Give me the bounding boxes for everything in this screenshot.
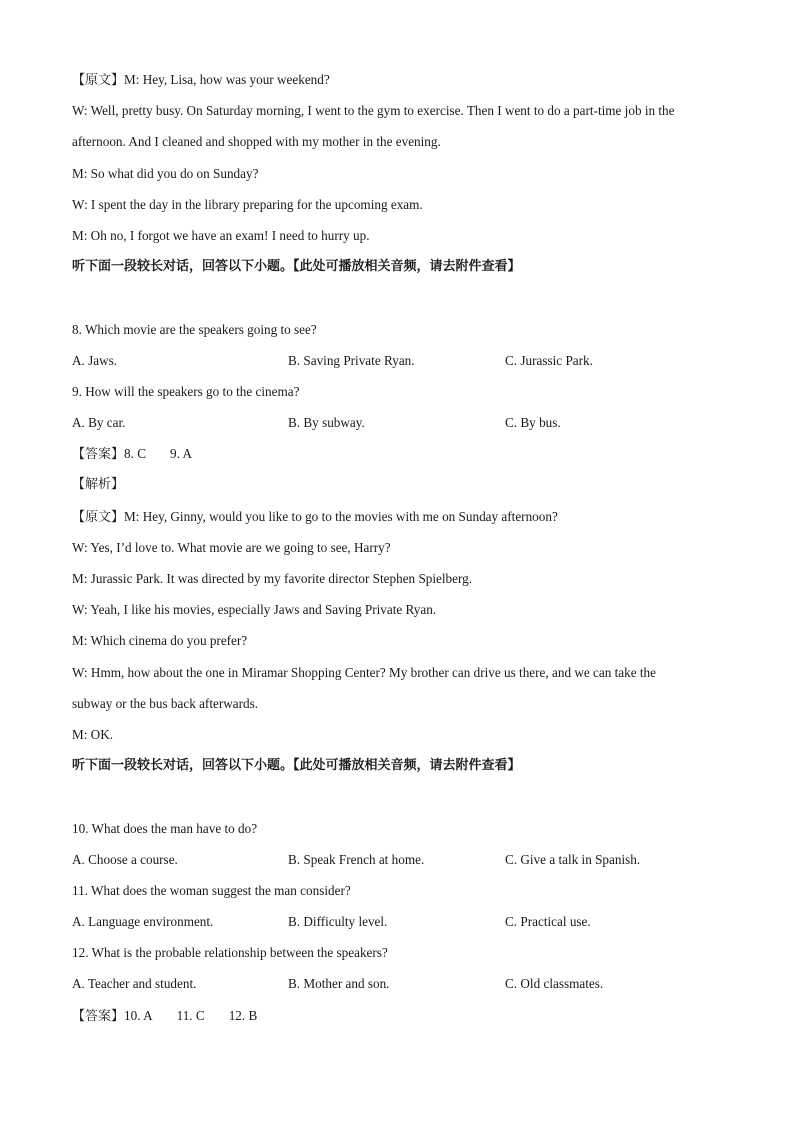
answer-line [72, 1000, 732, 1031]
transcript-line: M: Which cinema do you prefer? [72, 633, 248, 649]
document-page [72, 64, 732, 1031]
listening-instruction: 听下面一段较长对话，回答以下小题。【此处可播放相关音频，请去附件查看】 [72, 259, 521, 275]
option-c: C. Old classmates. [505, 976, 604, 992]
option-row [72, 407, 732, 438]
transcript-line: W: Yes, I’d love to. What movie are we going to see, Harry? [72, 539, 391, 555]
option-row [72, 345, 732, 376]
transcript-line: 【原文】M: Hey, Lisa, how was your weekend? [72, 72, 330, 88]
transcript-line: W: Well, pretty busy. On Saturday morning, I went to the gym to exercise. Then I went to do a part-time job in the [72, 103, 675, 119]
option-a: A. Jaws. [72, 352, 118, 368]
option-a: A. Language environment. [72, 914, 214, 930]
option-row [72, 844, 732, 875]
transcript-tag: 【原文】 [72, 509, 125, 525]
option-c: C. Jurassic Park. [505, 352, 593, 368]
option-a: A. Teacher and student. [72, 976, 197, 992]
question-text: 8. Which movie are the speakers going to see? [72, 321, 317, 337]
question-text: 9. How will the speakers go to the cinema? [72, 383, 300, 399]
transcript-line: M: Oh no, I forgot we have an exam! I need to hurry up. [72, 227, 370, 243]
listening-instruction: 听下面一段较长对话，回答以下小题。【此处可播放相关音频，请去附件查看】 [72, 758, 521, 774]
option-b: B. Speak French at home. [288, 851, 425, 867]
question-text: 11. What does the woman suggest the man consider? [72, 882, 351, 898]
transcript-tag: 【原文】 [72, 73, 125, 88]
transcript-line: W: Yeah, I like his movies, especially Jaws and Saving Private Ryan. [72, 602, 437, 618]
transcript-line: W: Hmm, how about the one in Miramar Shopping Center? My brother can drive us there, and we can take the [72, 664, 656, 680]
transcript-line: M: OK. [72, 726, 114, 742]
answer-tag: 【答案】 [72, 1008, 125, 1024]
answer-item: 11. C [176, 1007, 205, 1023]
transcript-line: afternoon. And I cleaned and shopped with my mother in the evening. [72, 134, 441, 150]
answer-line [72, 438, 732, 469]
transcript-line: M: So what did you do on Sunday? [72, 165, 259, 181]
option-a: A. By car. [72, 415, 126, 431]
transcript-line: W: I spent the day in the library preparing for the upcoming exam. [72, 196, 423, 212]
option-row [72, 906, 732, 937]
option-a: A. Choose a course. [72, 851, 178, 867]
option-b: B. Difficulty level. [288, 914, 388, 930]
answer-item: 10. A [124, 1007, 153, 1023]
option-b: B. Saving Private Ryan. [288, 352, 415, 368]
option-c: C. By bus. [505, 415, 561, 431]
option-b: B. By subway. [288, 415, 365, 431]
question-text: 12. What is the probable relationship between the speakers? [72, 945, 388, 961]
option-b: B. Mother and son. [288, 976, 390, 992]
answer-item: 8. C [124, 446, 146, 462]
transcript-line: subway or the bus back afterwards. [72, 695, 259, 711]
transcript-line: M: Jurassic Park. It was directed by my favorite director Stephen Spielberg. [72, 571, 473, 586]
answer-tag: 【答案】 [72, 447, 125, 463]
spacer [72, 282, 732, 313]
option-c: C. Give a talk in Spanish. [505, 851, 641, 867]
answer-item: 12. B [228, 1007, 258, 1023]
spacer [72, 781, 732, 812]
option-c: C. Practical use. [505, 914, 591, 930]
answer-item: 9. A [170, 446, 192, 462]
analysis-tag: 【解析】 [72, 477, 125, 493]
transcript-line: 【原文】M: Hey, Ginny, would you like to go to the movies with me on Sunday afternoon? [72, 508, 558, 525]
question-text: 10. What does the man have to do? [72, 820, 258, 836]
option-row [72, 968, 732, 999]
